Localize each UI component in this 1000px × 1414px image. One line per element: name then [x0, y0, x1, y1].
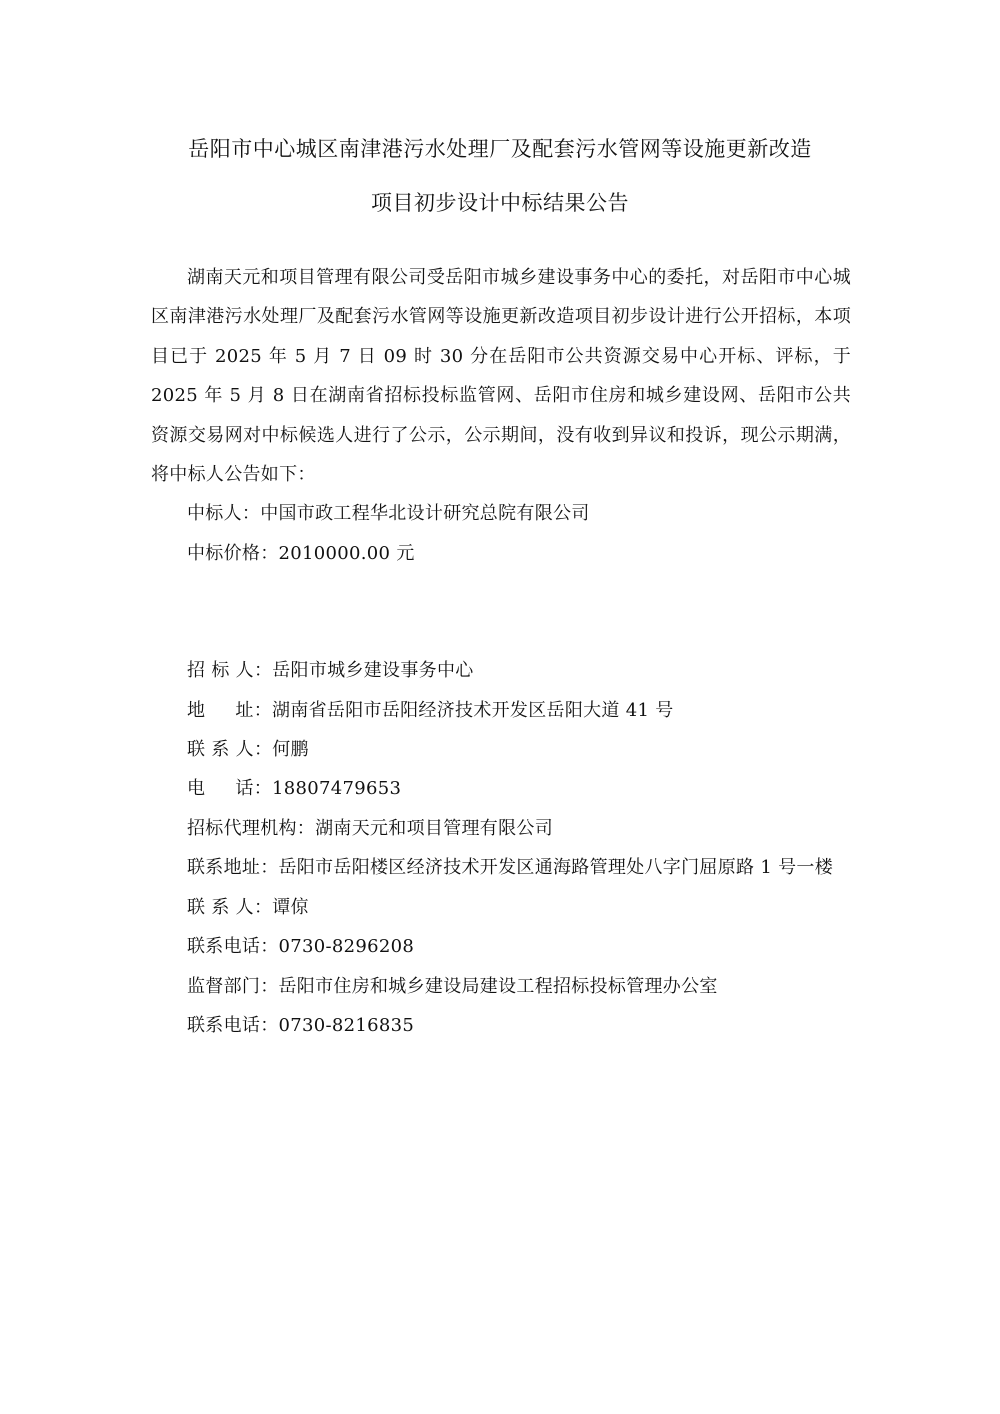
contact-line-supervisor-phone	[151, 1006, 851, 1045]
contact-value: 0730-8296208	[278, 936, 415, 958]
contact-label: 监督部门：	[187, 975, 279, 997]
contact-value: 湖南省岳阳市岳阳经济技术开发区岳阳大道 41 号	[272, 699, 674, 721]
contact-line-agency-address	[151, 848, 851, 887]
contact-line-agency-phone	[151, 927, 851, 966]
contact-label: 联系电话：	[187, 1014, 279, 1036]
contact-line-tenderer	[151, 651, 851, 690]
contact-label: 联 系 人：	[187, 739, 273, 761]
price-value: 2010000.00 元	[278, 542, 415, 564]
contact-label: 联系电话：	[187, 936, 279, 958]
contact-value: 岳阳市住房和城乡建设局建设工程招标投标管理办公室	[278, 975, 718, 997]
contact-value: 何鹏	[272, 739, 309, 761]
contact-label: 电 话：	[187, 778, 273, 800]
contact-value: 0730-8216835	[278, 1014, 415, 1036]
title-line-1: 岳阳市中心城区南津港污水处理厂及配套污水管网等设施更新改造	[188, 137, 812, 161]
price-label: 中标价格：	[187, 542, 279, 564]
contact-value: 岳阳市城乡建设事务中心	[272, 660, 474, 682]
contact-label: 联系地址：	[187, 857, 279, 879]
contact-line-person	[151, 730, 851, 769]
contact-line-phone	[151, 769, 851, 808]
contact-value: 18807479653	[272, 778, 402, 800]
contact-label: 联 系 人：	[187, 896, 273, 918]
section-spacer	[151, 573, 851, 651]
contact-label: 招标代理机构：	[187, 817, 316, 839]
notice-body	[151, 258, 851, 1045]
contact-value: 湖南天元和项目管理有限公司	[315, 817, 554, 839]
contact-line-agency	[151, 809, 851, 848]
contact-value: 谭倞	[272, 896, 309, 918]
winner-label: 中标人：	[187, 503, 261, 525]
contact-line-supervisor	[151, 967, 851, 1006]
contact-line-agency-person	[151, 888, 851, 927]
contact-value: 岳阳市岳阳楼区经济技术开发区通海路管理处八字门屈原路 1 号一楼	[278, 857, 833, 879]
contact-line-address	[151, 691, 851, 730]
contact-label: 招 标 人：	[187, 660, 273, 682]
notice-title	[150, 122, 850, 230]
winner-line	[151, 494, 851, 533]
title-line-2: 项目初步设计中标结果公告	[371, 191, 629, 215]
winner-value: 中国市政工程华北设计研究总院有限公司	[260, 503, 590, 525]
contact-label: 地 址：	[187, 699, 273, 721]
price-line	[151, 534, 851, 573]
intro-paragraph: 湖南天元和项目管理有限公司受岳阳市城乡建设事务中心的委托，对岳阳市中心城区南津港污水处理厂及配套污水管网等设施更新改造项目初步设计进行公开招标，本项目已于 2025 年 5 月 7 日 09 时 30 分在岳阳市公共资源交易中心开标、评标，于 2025 年 5 月 8 日在湖南省招标投标监管网、岳阳市住房和城乡建设网、岳阳市公共资源交易网对中标候选人进行了公示，公示期间，没有收到异议和投诉，现公示期满，将中标人公告如下：	[151, 267, 851, 486]
